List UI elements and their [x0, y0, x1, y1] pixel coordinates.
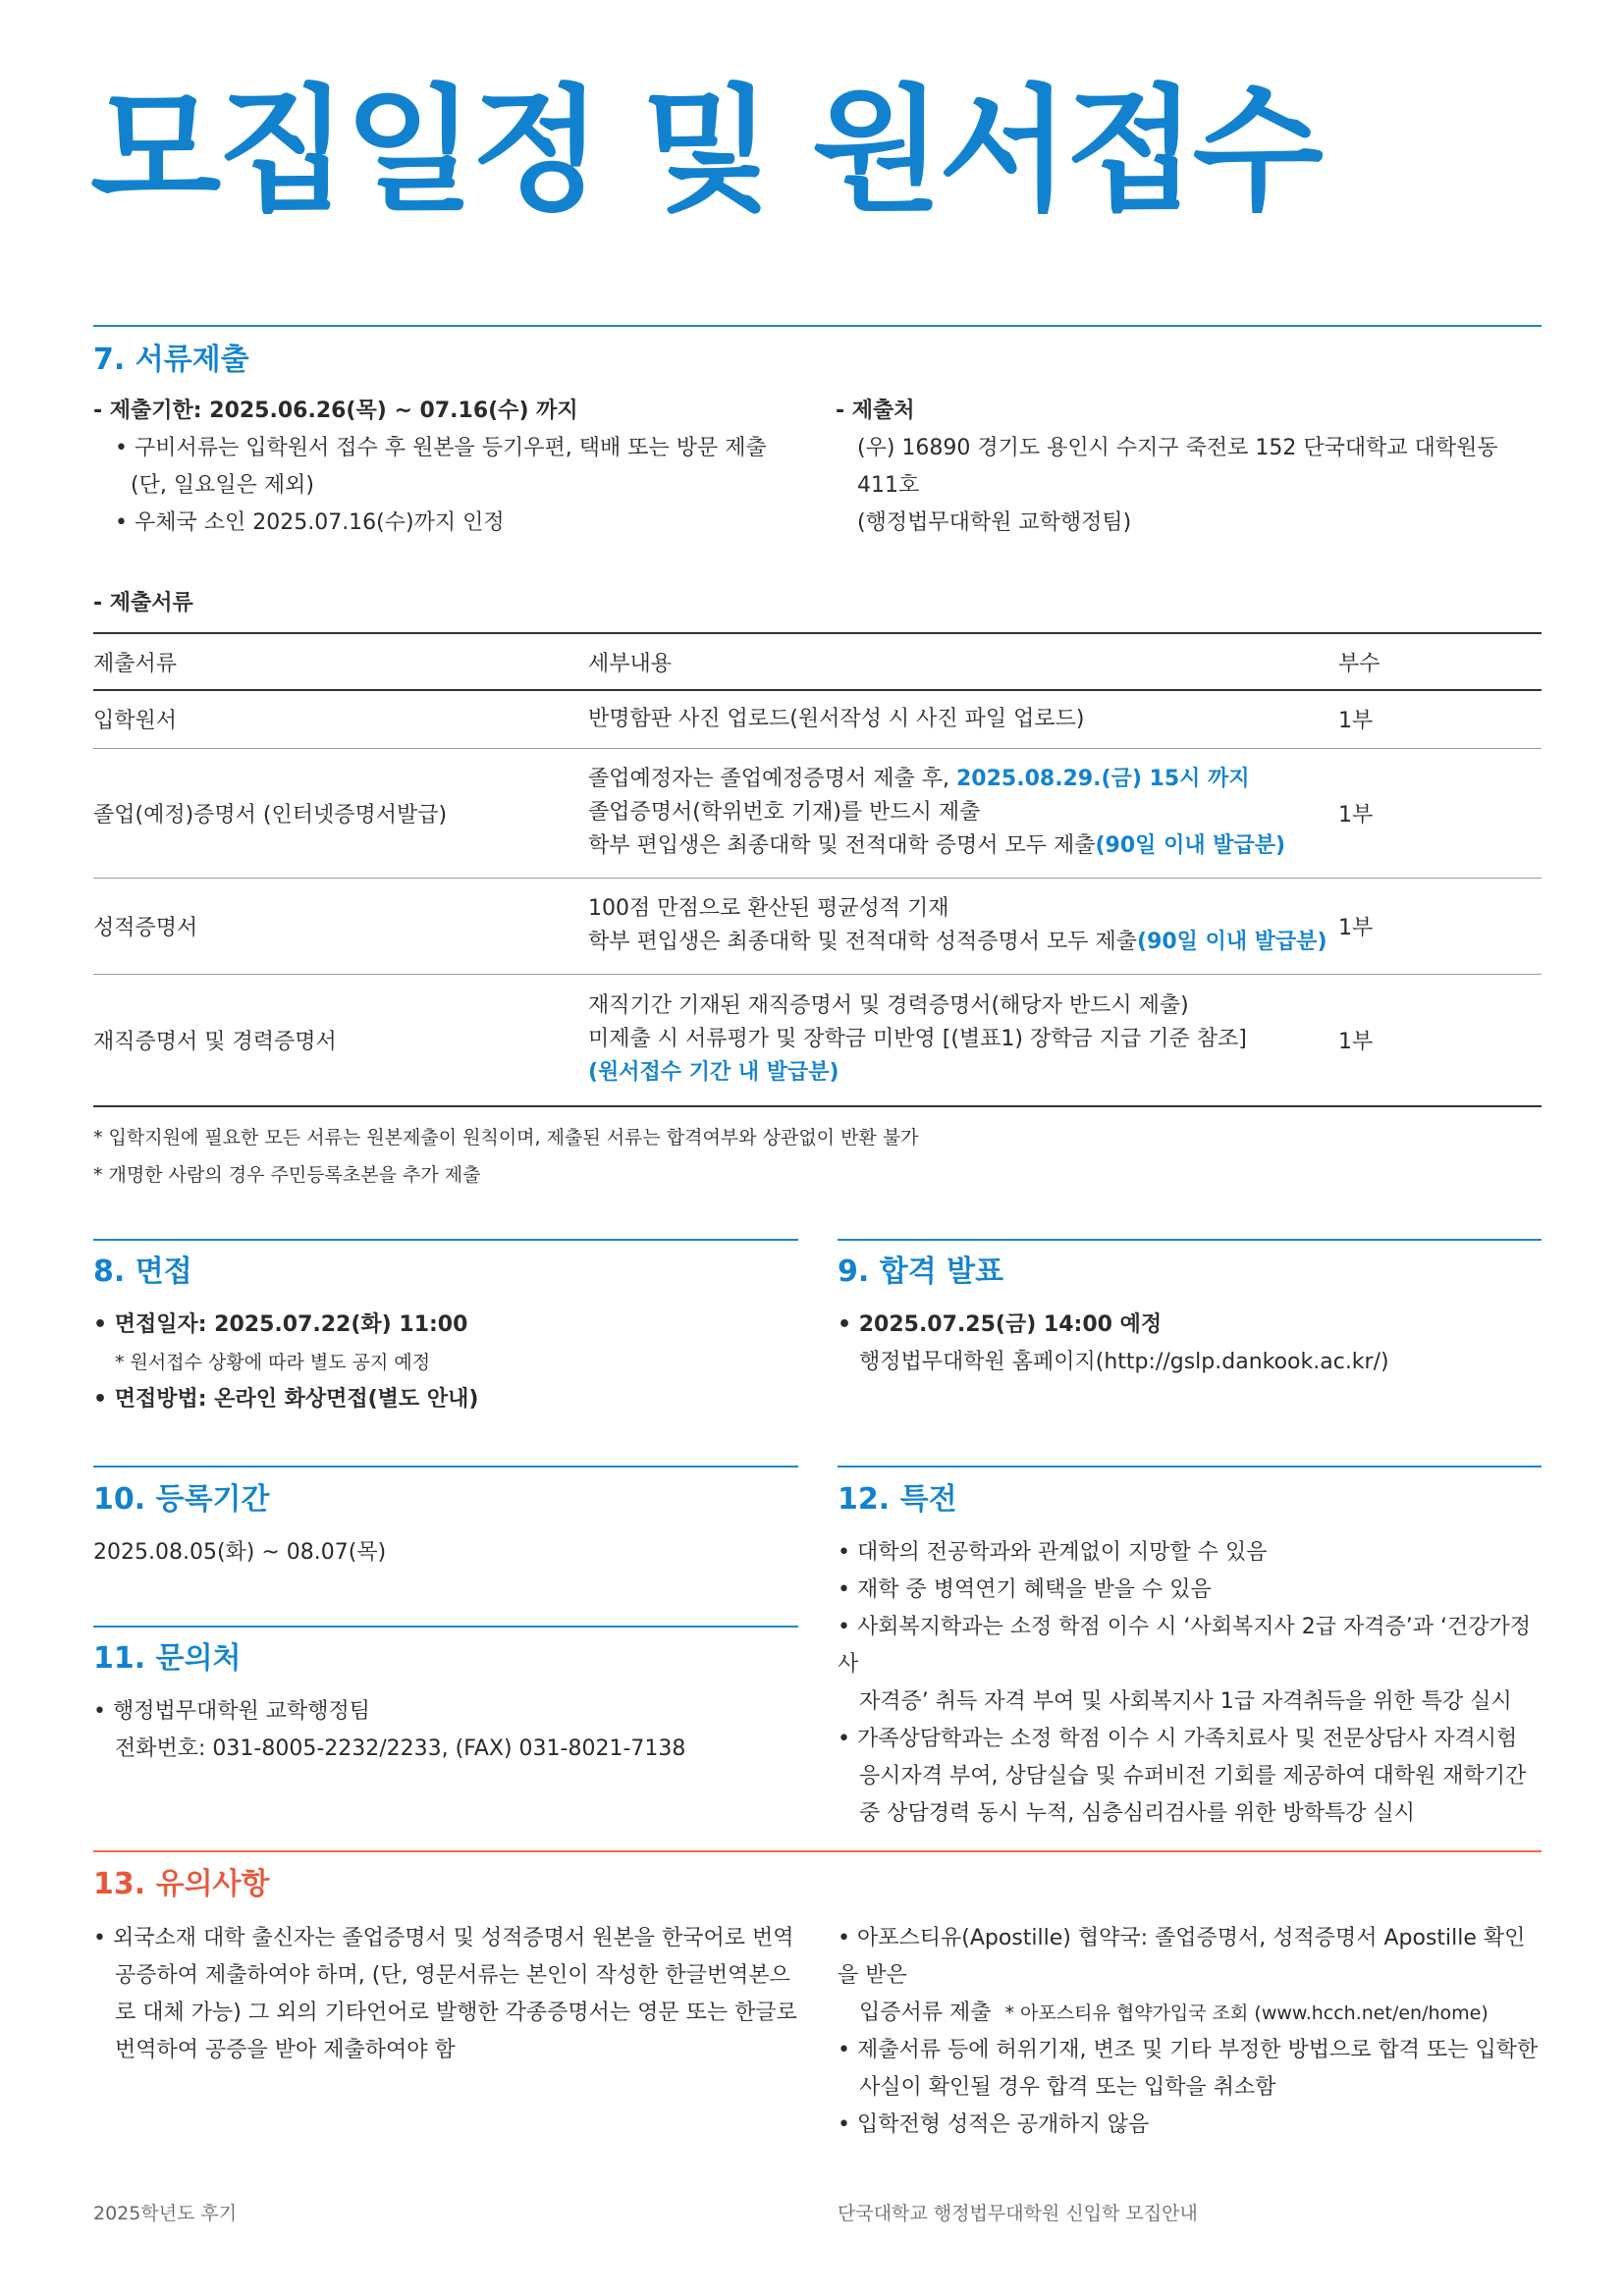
benefit-line: • 사회복지학과는 소정 학점 이수 시 ‘사회복지사 2급 자격증’과 ‘건강가정사 [838, 1615, 1531, 1677]
caution-text: 입증서류 제출 [859, 2001, 992, 2025]
documents-table [93, 632, 1542, 1107]
benefits-block [838, 1534, 1542, 1833]
section-divider [93, 1239, 798, 1241]
caution-line: • 제출서류 등에 허위기재, 변조 및 기타 부정한 방법으로 합격 또는 입학한 [838, 2038, 1539, 2062]
announcement-site: 행정법무대학원 홈페이지(http://gslp.dankook.ac.kr/) [859, 1350, 1389, 1374]
deadline-item: • 우체국 소인 2025.07.16(수)까지 인정 [115, 510, 505, 535]
footer-left: 2025학년도 후기 [93, 2203, 238, 2224]
doc-name: 재직증명서 및 경력증명서 [93, 1029, 337, 1054]
caution-line: 사실이 확인될 경우 합격 또는 입학을 취소함 [859, 2075, 1276, 2100]
table-row [93, 878, 1542, 974]
doc-count: 1부 [1338, 1029, 1374, 1054]
note-line: * 입학지원에 필요한 모든 서류는 원본제출이 원칙이며, 제출된 서류는 합격여부와 상관없이 반환 불가 [93, 1127, 919, 1148]
section-12-heading: 12. 특전 [838, 1482, 957, 1517]
detail-line: 졸업증명서(학위번호 기재)를 반드시 제출 [588, 800, 981, 825]
benefit-line: • 대학의 전공학과와 관계없이 지망할 수 있음 [838, 1540, 1268, 1565]
destination-label: - 제출처 [836, 399, 915, 423]
notes-block [93, 1119, 1542, 1194]
detail-line [588, 829, 1338, 863]
contact-office: • 행정법무대학원 교학행정팀 [93, 1699, 370, 1724]
deadline-label: - 제출기한: 2025.06.26(목) ~ 07.16(수) 까지 [93, 399, 578, 423]
doc-count: 1부 [1338, 709, 1374, 734]
footer-right: 단국대학교 행정법무대학원 신입학 모집안내 [838, 2203, 1198, 2224]
section-divider [93, 1626, 798, 1628]
caution-line: • 외국소재 대학 출신자는 졸업증명서 및 성적증명서 원본을 한국어로 번역 [93, 1926, 794, 1950]
deadline-item: (단, 일요일은 제외) [131, 473, 314, 498]
highlight-text: 2025.08.29.(금) 15시 까지 [956, 767, 1250, 791]
doc-detail [588, 748, 1338, 878]
interview-method: • 면접방법: 온라인 화상면접(별도 안내) [93, 1387, 479, 1412]
caution-line: • 아포스티유(Apostille) 협약국: 졸업증명서, 성적증명서 Apostille 확인을 받은 [838, 1926, 1526, 1988]
detail-text: 졸업예정자는 졸업예정증명서 제출 후, [588, 767, 956, 791]
doc-detail [588, 690, 1338, 748]
doc-count: 1부 [1338, 915, 1374, 940]
column-header: 세부내용 [588, 651, 673, 676]
section-11-heading: 11. 문의처 [93, 1641, 242, 1676]
destination-line: (행정법무대학원 교학행정팀) [857, 510, 1132, 535]
doc-name: 졸업(예정)증명서 (인터넷증명서발급) [93, 802, 448, 828]
section-divider [93, 1466, 798, 1468]
detail-line [588, 926, 1338, 959]
section-13-heading: 13. 유의사항 [93, 1867, 270, 1901]
highlight-text: (원서접수 기간 내 발급분) [588, 1060, 839, 1086]
cautions-right-block [838, 1920, 1542, 2144]
submission-deadline-block [93, 393, 820, 542]
interview-block [93, 1307, 798, 1418]
section-7-heading: 7. 서류제출 [93, 343, 249, 377]
interview-note: * 원서접수 상황에 따라 별도 공지 예정 [115, 1352, 431, 1373]
benefit-line: 중 상담경력 동시 누적, 심층심리검사를 위한 방학특강 실시 [859, 1801, 1415, 1826]
caution-line [838, 1995, 1542, 2032]
doc-count: 1부 [1338, 802, 1374, 828]
doc-detail [588, 878, 1338, 974]
submission-destination-block [836, 393, 1543, 542]
detail-line: 반명함판 사진 업로드(원서작성 시 사진 파일 업로드) [588, 706, 1085, 731]
cautions-left-block [93, 1920, 798, 2069]
table-row [93, 690, 1542, 748]
contact-block [93, 1693, 798, 1768]
table-header-row [93, 633, 1542, 690]
announcement-date: • 2025.07.25(금) 14:00 예정 [838, 1312, 1163, 1337]
contact-phone: 전화번호: 031-8005-2232/2233, (FAX) 031-8021-7138 [115, 1736, 686, 1761]
benefit-line: 응시자격 부여, 상담실습 및 슈퍼비전 기회를 제공하여 대학원 재학기간 [859, 1764, 1527, 1789]
section-divider [93, 1850, 1542, 1852]
section-divider [93, 325, 1542, 327]
caution-line: • 입학전형 성적은 공개하지 않음 [838, 2112, 1150, 2137]
detail-line: 100점 만점으로 환산된 평균성적 기재 [588, 896, 949, 921]
doc-name: 입학원서 [93, 709, 178, 734]
doc-detail [588, 974, 1338, 1106]
caution-line: 로 대체 가능) 그 외의 기타언어로 발행한 각종증명서는 영문 또는 한글로 [115, 2001, 797, 2025]
interview-date: • 면접일자: 2025.07.22(화) 11:00 [93, 1312, 468, 1337]
highlight-text: (90일 이내 발급분) [1095, 833, 1286, 858]
section-divider [838, 1466, 1542, 1468]
detail-text: 학부 편입생은 최종대학 및 전적대학 성적증명서 모두 제출 [588, 930, 1138, 954]
section-8-heading: 8. 면접 [93, 1255, 192, 1289]
detail-text: 학부 편입생은 최종대학 및 전적대학 증명서 모두 제출 [588, 833, 1096, 858]
detail-line [588, 763, 1338, 796]
doc-name: 성적증명서 [93, 915, 198, 940]
benefit-line: • 가족상담학과는 소정 학점 이수 시 가족치료사 및 전문상담사 자격시험 [838, 1727, 1518, 1751]
table-row [93, 974, 1542, 1106]
detail-line: 재직기간 기재된 재직증명서 및 경력증명서(해당자 반드시 제출) [588, 993, 1189, 1019]
section-9-heading: 9. 합격 발표 [838, 1255, 1004, 1289]
destination-line: (우) 16890 경기도 용인시 수지구 죽전로 152 단국대학교 대학원동 411호 [857, 436, 1498, 498]
table-row [93, 748, 1542, 878]
deadline-item: • 구비서류는 입학원서 접수 후 원본을 등기우편, 택배 또는 방문 제출 [115, 436, 767, 460]
highlight-text: (90일 이내 발급분) [1137, 930, 1327, 954]
page-title: 모집일정 및 원서접수 [90, 72, 1320, 230]
caution-line: 번역하여 공증을 받아 제출하여야 함 [115, 2038, 456, 2062]
caution-note: * 아포스티유 협약가입국 조회 (www.hcch.net/en/home) [1004, 2002, 1489, 2024]
detail-line: 미제출 시 서류평가 및 장학금 미반영 [(별표1) 장학금 지급 기준 참조] [588, 1027, 1247, 1052]
column-header: 부수 [1338, 651, 1380, 676]
benefit-line: • 재학 중 병역연기 혜택을 받을 수 있음 [838, 1577, 1212, 1602]
benefit-line: 자격증’ 취득 자격 부여 및 사회복지사 1급 자격취득을 위한 특강 실시 [859, 1689, 1512, 1714]
section-divider [838, 1239, 1542, 1241]
column-header: 제출서류 [93, 651, 178, 676]
section-10-heading: 10. 등록기간 [93, 1482, 270, 1517]
documents-label: - 제출서류 [93, 591, 193, 615]
note-line: * 개명한 사람의 경우 주민등록초본을 추가 제출 [93, 1164, 481, 1186]
caution-line: 공증하여 제출하여야 하며, (단, 영문서류는 본인이 작성한 한글번역본으 [115, 1963, 790, 1988]
registration-period: 2025.08.05(화) ~ 08.07(목) [93, 1540, 387, 1565]
announcement-block [838, 1307, 1542, 1381]
